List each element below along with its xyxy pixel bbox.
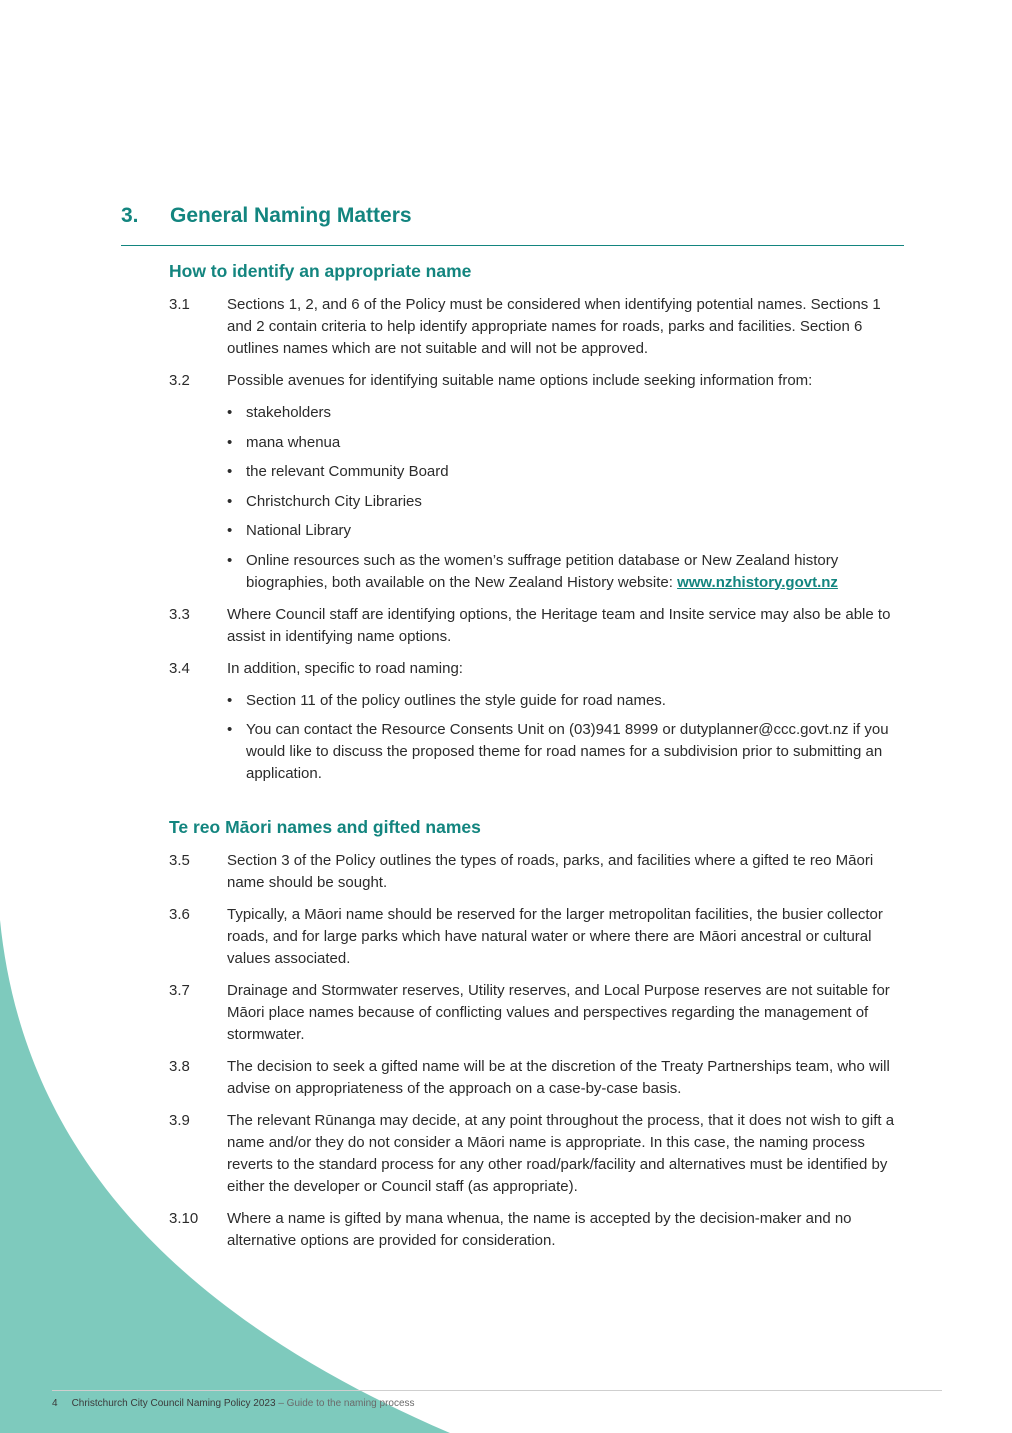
bullet-icon: • [227,492,233,510]
footer-title: Christchurch City Council Naming Policy 2023 [71,1398,276,1409]
clause-3-6 [169,904,899,970]
section-title: General Naming Matters [170,204,412,227]
clause-number: 3.4 [169,659,190,677]
subheading-maori-names: Te reo Māori names and gifted names [169,817,481,837]
list-item: • stakeholders [227,402,899,424]
bullet-icon: • [227,404,233,421]
clause-text: In addition, specific to road naming: [227,659,463,677]
page-number: 4 [52,1398,58,1409]
clause-text: The relevant Rūnanga may decide, at any point throughout the process, that it does not wish to gift a name and/or they do not consider a Māori name is appropriate. In this case, the naming process reverts to the standard process for any other road/park/facility and alternatives must be identified by either the developer or Council staff (as appropriate). [227,1112,895,1195]
bullet-icon: • [227,551,233,569]
list-item: • You can contact the Resource Consents Unit on (03)941 8999 or dutyplanner@ccc.govt.nz if you would like to discuss the proposed theme for road names for a subdivision prior to submitting an application. [227,721,889,782]
bullet-icon: • [227,522,233,539]
footer-divider [52,1390,942,1391]
footer-subtitle: – Guide to the naming process [275,1398,415,1409]
clause-3-7 [169,980,899,1046]
list-item: • National Library [227,520,899,542]
clause-number: 3.7 [169,982,190,999]
clause-text: Typically, a Māori name should be reserved for the larger metropolitan facilities, the busier collector roads, and for large parks which have natural water or where there are Māori ancestral or cultural values associated. [227,906,883,967]
clause-3-4 [169,658,899,680]
clause-number: 3.6 [169,906,190,923]
section-heading [121,204,412,228]
clause-text: Where Council staff are identifying options, the Heritage team and Insite service may also be able to assist in identifying name options. [227,605,891,645]
bullet-icon: • [227,433,233,451]
clause-number: 3.1 [169,296,190,313]
clause-number: 3.3 [169,605,190,623]
list-item-online-resources: • Online resources such as the women’s suffrage petition database or New Zealand history biographies, both available on the New Zealand History website: www.nzhistory.govt.nz [227,551,839,591]
road-naming-bullet-list [227,690,899,786]
bullet-icon: • [227,691,233,709]
clause-number: 3.2 [169,372,190,389]
clause-3-2 [169,370,899,392]
clause-number: 3.10 [169,1210,199,1227]
clause-3-9 [169,1110,899,1198]
clause-3-10 [169,1208,899,1252]
clause-text: Sections 1, 2, and 6 of the Policy must be considered when identifying potential names. Sections 1 and 2 contain criteria to help identify appropriate names for roads, parks and facilities. Section 6 outlines names which are not suitable and will not be approved. [227,296,881,357]
clause-3-5 [169,850,899,894]
clause-3-3 [169,604,899,648]
nzhistory-link[interactable]: www.nzhistory.govt.nz [677,573,838,591]
list-item: • mana whenua [227,432,899,454]
clause-text: The decision to seek a gifted name will be at the discretion of the Treaty Partnerships team, who will advise on appropriateness of the approach on a case-by-case basis. [227,1058,890,1097]
subsection-identify-name [169,294,899,795]
list-item: • Section 11 of the policy outlines the style guide for road names. [227,690,899,712]
clause-number: 3.5 [169,852,190,869]
clause-text: Drainage and Stormwater reserves, Utility reserves, and Local Purpose reserves are not suitable for Māori place names because of conflicting values and perspectives regarding the management of stormwater. [227,982,890,1043]
list-item: • Christchurch City Libraries [227,491,899,513]
clause-3-1 [169,294,899,360]
page-footer [52,1398,415,1409]
sources-bullet-list [227,402,899,594]
subheading-identify-name: How to identify an appropriate name [169,261,472,281]
bullet-icon: • [227,721,233,738]
clause-text: Section 3 of the Policy outlines the types of roads, parks, and facilities where a gifted te reo Māori name should be sought. [227,852,874,891]
section-divider [121,245,904,246]
clause-number: 3.9 [169,1112,190,1129]
clause-text: Where a name is gifted by mana whenua, the name is accepted by the decision-maker and no alternative options are provided for consideration. [227,1210,852,1249]
section-number: 3. [121,204,139,227]
bullet-icon: • [227,463,233,480]
list-item: • the relevant Community Board [227,461,899,483]
clause-text: Possible avenues for identifying suitable name options include seeking information from: [227,372,813,389]
clause-number: 3.8 [169,1058,190,1075]
subsection-maori-names [169,850,899,1262]
clause-3-8 [169,1056,899,1100]
